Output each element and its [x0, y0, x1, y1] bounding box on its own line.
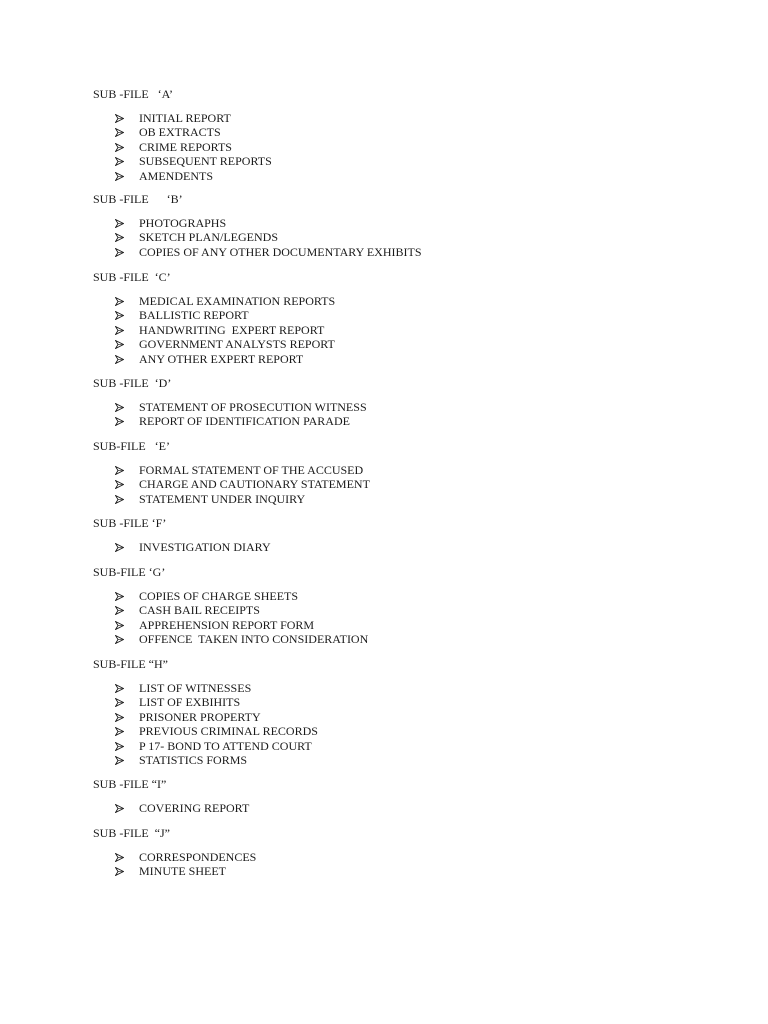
list-item-text: MINUTE SHEET: [139, 864, 226, 879]
list-item: [93, 414, 350, 429]
sub-file-section: [93, 657, 318, 767]
list-item: [93, 752, 248, 767]
list-item-text: REPORT OF IDENTIFICATION PARADE: [139, 414, 350, 429]
list-item-text: HANDWRITING EXPERT REPORT: [139, 322, 325, 337]
list-item-text: CHARGE AND CAUTIONARY STATEMENT: [139, 477, 370, 492]
list-item-text: INVESTIGATION DIARY: [139, 540, 271, 554]
arrowhead-bullet-icon: [115, 414, 125, 428]
arrowhead-bullet-icon: [115, 710, 125, 724]
list-item: [93, 294, 336, 308]
list-item: [93, 632, 369, 647]
list-item-text: PHOTOGRAPHS: [139, 216, 227, 230]
list-item: [93, 850, 257, 864]
sub-file-heading: SUB -FILE ‘C’: [93, 270, 171, 284]
list-item-text: BALLISTIC REPORT: [139, 308, 249, 323]
list-item-text: COVERING REPORT: [139, 801, 250, 815]
sub-file-section: [93, 376, 367, 429]
arrowhead-bullet-icon: [115, 540, 125, 554]
arrowhead-bullet-icon: [115, 125, 125, 139]
list-item: [93, 111, 231, 125]
arrowhead-bullet-icon: [115, 492, 125, 506]
sub-file-item-list: [93, 681, 318, 767]
sub-file-item-list: [93, 463, 370, 506]
sub-file-heading: SUB-FILE ‘E’: [93, 439, 170, 453]
list-item: [93, 477, 370, 492]
sub-file-heading: SUB-FILE “H”: [93, 657, 168, 671]
list-item: [93, 801, 250, 815]
arrowhead-bullet-icon: [115, 618, 125, 632]
arrowhead-bullet-icon: [115, 111, 125, 125]
list-item-text: PREVIOUS CRIMINAL RECORDS: [139, 724, 318, 739]
arrowhead-bullet-icon: [115, 245, 125, 259]
list-item: [93, 491, 306, 506]
list-item: [93, 230, 279, 245]
list-item-text: FORMAL STATEMENT OF THE ACCUSED: [139, 463, 364, 477]
list-item: [93, 617, 315, 632]
arrowhead-bullet-icon: [115, 753, 125, 767]
sub-file-section: [93, 826, 257, 879]
list-item-text: PRISONER PROPERTY: [139, 709, 261, 724]
list-item: [93, 244, 422, 259]
sub-file-section: [93, 87, 272, 183]
sub-file-item-list: [93, 850, 257, 879]
sub-file-section: [93, 565, 369, 647]
list-item-text: LIST OF WITNESSES: [139, 681, 252, 695]
list-item: [93, 216, 227, 230]
arrowhead-bullet-icon: [115, 864, 125, 878]
list-item: [93, 709, 261, 724]
list-item: [93, 738, 312, 753]
sub-file-section: [93, 777, 250, 815]
arrowhead-bullet-icon: [115, 632, 125, 646]
list-item: [93, 125, 221, 140]
list-item-text: APPREHENSION REPORT FORM: [139, 617, 315, 632]
list-item: [93, 603, 260, 618]
sub-file-heading: SUB -FILE “I”: [93, 777, 167, 791]
list-item-text: GOVERNMENT ANALYSTS REPORT: [139, 337, 335, 352]
arrowhead-bullet-icon: [115, 850, 125, 864]
arrowhead-bullet-icon: [115, 463, 125, 477]
list-item-text: INITIAL REPORT: [139, 111, 231, 125]
sub-file-item-list: [93, 111, 272, 183]
list-item: [93, 864, 226, 879]
arrowhead-bullet-icon: [115, 589, 125, 603]
list-item: [93, 724, 318, 739]
list-item: [93, 681, 252, 695]
sub-file-heading: SUB -FILE ‘F’: [93, 516, 167, 530]
list-item-text: OB EXTRACTS: [139, 125, 221, 140]
list-item-text: AMENDENTS: [139, 168, 213, 183]
list-item-text: CASH BAIL RECEIPTS: [139, 603, 260, 618]
list-item: [93, 308, 249, 323]
list-item: [93, 540, 271, 554]
list-item-text: CORRESPONDENCES: [139, 850, 257, 864]
arrowhead-bullet-icon: [115, 695, 125, 709]
arrowhead-bullet-icon: [115, 603, 125, 617]
list-item-text: STATISTICS FORMS: [139, 752, 248, 767]
list-item-text: SKETCH PLAN/LEGENDS: [139, 230, 279, 245]
arrowhead-bullet-icon: [115, 337, 125, 351]
list-item-text: MEDICAL EXAMINATION REPORTS: [139, 294, 336, 308]
arrowhead-bullet-icon: [115, 140, 125, 154]
list-item: [93, 589, 299, 603]
sub-file-item-list: [93, 801, 250, 815]
list-item-text: P 17- BOND TO ATTEND COURT: [139, 738, 312, 753]
arrowhead-bullet-icon: [115, 400, 125, 414]
arrowhead-bullet-icon: [115, 352, 125, 366]
list-item-text: SUBSEQUENT REPORTS: [139, 154, 272, 169]
sub-file-section: [93, 270, 336, 366]
list-item: [93, 154, 272, 169]
list-item-text: COPIES OF ANY OTHER DOCUMENTARY EXHIBITS: [139, 244, 422, 259]
arrowhead-bullet-icon: [115, 169, 125, 183]
list-item-text: LIST OF EXBIHITS: [139, 695, 241, 710]
arrowhead-bullet-icon: [115, 154, 125, 168]
sub-file-item-list: [93, 589, 369, 647]
sub-file-section: [93, 439, 370, 506]
arrowhead-bullet-icon: [115, 477, 125, 491]
sub-file-heading: SUB -FILE ‘B’: [93, 192, 183, 206]
list-item-text: OFFENCE TAKEN INTO CONSIDERATION: [139, 632, 369, 647]
sub-file-item-list: [93, 216, 422, 259]
arrowhead-bullet-icon: [115, 308, 125, 322]
arrowhead-bullet-icon: [115, 323, 125, 337]
arrowhead-bullet-icon: [115, 739, 125, 753]
arrowhead-bullet-icon: [115, 724, 125, 738]
arrowhead-bullet-icon: [115, 801, 125, 815]
sub-file-heading: SUB -FILE ‘A’: [93, 87, 173, 101]
list-item-text: COPIES OF CHARGE SHEETS: [139, 589, 299, 603]
sub-file-item-list: [93, 540, 271, 554]
list-item: [93, 322, 325, 337]
sub-file-heading: SUB -FILE ‘D’: [93, 376, 172, 390]
list-item: [93, 351, 304, 366]
list-item-text: ANY OTHER EXPERT REPORT: [139, 351, 304, 366]
sub-file-section: [93, 192, 422, 259]
arrowhead-bullet-icon: [115, 681, 125, 695]
list-item: [93, 139, 232, 154]
sub-file-item-list: [93, 294, 336, 366]
sub-file-heading: SUB -FILE “J”: [93, 826, 170, 840]
list-item-text: STATEMENT OF PROSECUTION WITNESS: [139, 400, 367, 414]
arrowhead-bullet-icon: [115, 216, 125, 230]
sub-file-heading: SUB-FILE ‘G’: [93, 565, 166, 579]
arrowhead-bullet-icon: [115, 294, 125, 308]
list-item: [93, 337, 335, 352]
list-item: [93, 463, 364, 477]
sub-file-section: [93, 516, 271, 554]
sub-file-item-list: [93, 400, 367, 429]
list-item: [93, 400, 367, 414]
list-item-text: CRIME REPORTS: [139, 139, 232, 154]
list-item: [93, 168, 213, 183]
arrowhead-bullet-icon: [115, 230, 125, 244]
list-item: [93, 695, 241, 710]
list-item-text: STATEMENT UNDER INQUIRY: [139, 491, 306, 506]
